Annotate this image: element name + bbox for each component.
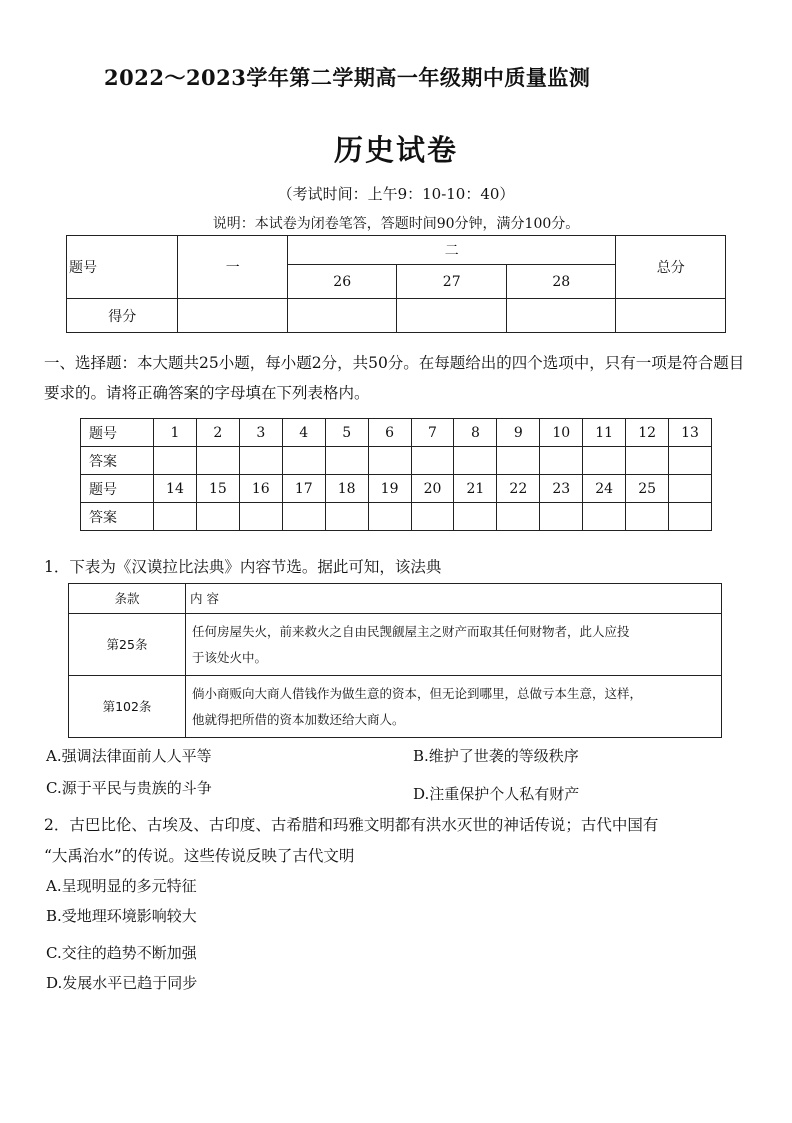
score-table xyxy=(66,235,726,333)
question-number-cell: 9 xyxy=(497,419,540,447)
section-one-intro: 一、选择题：本大题共25小题，每小题2分，共50分。在每题给出的四个选项中，只有一项是符合题目要求的。请将正确答案的字母填在下列表格内。 xyxy=(44,354,745,402)
question-number-cell: 20 xyxy=(411,475,454,503)
answer-grid-row-label: 题号 xyxy=(81,419,154,447)
answer-cell[interactable] xyxy=(154,503,197,531)
answer-cell[interactable] xyxy=(540,503,583,531)
answer-grid-row-label: 题号 xyxy=(81,475,154,503)
score-col-label: 题号 xyxy=(67,236,178,299)
question-number-cell: 3 xyxy=(239,419,282,447)
answer-cell[interactable] xyxy=(154,447,197,475)
answer-cell[interactable] xyxy=(411,447,454,475)
answer-cell[interactable] xyxy=(669,503,712,531)
question-number-cell xyxy=(669,475,712,503)
question-number-cell: 18 xyxy=(325,475,368,503)
q2-option-b[interactable]: B.受地理环境影响较大 xyxy=(46,907,197,925)
question-number-cell: 12 xyxy=(626,419,669,447)
answer-cell[interactable] xyxy=(325,503,368,531)
subject-title: 历史试卷 xyxy=(333,133,458,167)
exam-time: （考试时间：上午9：10-10：40） xyxy=(277,185,515,203)
answer-cell[interactable] xyxy=(583,447,626,475)
question-number-cell: 16 xyxy=(239,475,282,503)
exam-title: 2022～2023学年第二学期高一年级期中质量监测 xyxy=(104,65,591,90)
law-content xyxy=(186,614,722,676)
q2-option-a[interactable]: A.呈现明显的多元特征 xyxy=(46,877,197,895)
law-content-line: 于该处火中。 xyxy=(192,649,268,665)
answer-cell[interactable] xyxy=(454,447,497,475)
answer-cell[interactable] xyxy=(540,447,583,475)
law-article: 第25条 xyxy=(69,614,186,676)
question-number-cell: 25 xyxy=(626,475,669,503)
answer-cell[interactable] xyxy=(325,447,368,475)
question-number-cell: 14 xyxy=(154,475,197,503)
answer-cell[interactable] xyxy=(497,447,540,475)
law-code-table xyxy=(68,583,722,738)
score-part-one: 一 xyxy=(178,236,287,299)
answer-cell[interactable] xyxy=(411,503,454,531)
law-table-header-article: 条款 xyxy=(69,584,186,614)
answer-cell[interactable] xyxy=(368,447,411,475)
score-cell[interactable] xyxy=(397,299,507,333)
score-part-two: 二 xyxy=(287,236,616,265)
question-number-cell: 8 xyxy=(454,419,497,447)
question-number-cell: 21 xyxy=(454,475,497,503)
question-number-cell: 1 xyxy=(154,419,197,447)
question-number-cell: 24 xyxy=(583,475,626,503)
q2-option-c[interactable]: C.交往的趋势不断加强 xyxy=(46,944,197,962)
law-content-line: 他就得把所借的资本加数还给大商人。 xyxy=(192,711,405,727)
question-1-stem: 1．下表为《汉谟拉比法典》内容节选。据此可知，该法典 xyxy=(44,558,442,576)
answer-cell[interactable] xyxy=(583,503,626,531)
answer-cell[interactable] xyxy=(239,503,282,531)
answer-cell[interactable] xyxy=(669,447,712,475)
answer-grid-answer-label: 答案 xyxy=(81,503,154,531)
question-number-cell: 11 xyxy=(583,419,626,447)
question-number-cell: 7 xyxy=(411,419,454,447)
answer-cell[interactable] xyxy=(497,503,540,531)
score-q26: 26 xyxy=(287,265,397,299)
question-number-cell: 2 xyxy=(196,419,239,447)
score-cell[interactable] xyxy=(616,299,726,333)
law-content xyxy=(186,676,722,738)
question-number-cell: 19 xyxy=(368,475,411,503)
q2-option-d[interactable]: D.发展水平已趋于同步 xyxy=(46,974,198,992)
question-number-cell: 15 xyxy=(196,475,239,503)
score-q27: 27 xyxy=(397,265,507,299)
question-number-cell: 5 xyxy=(325,419,368,447)
answer-grid-answer-label: 答案 xyxy=(81,447,154,475)
q1-option-c[interactable]: C.源于平民与贵族的斗争 xyxy=(46,779,212,797)
question-number-cell: 6 xyxy=(368,419,411,447)
question-number-cell: 22 xyxy=(497,475,540,503)
law-content-line: 倘小商贩向大商人借钱作为做生意的资本，但无论到哪里，总做亏本生意，这样， xyxy=(192,685,643,701)
question-2-stem-line1: 2．古巴比伦、古埃及、古印度、古希腊和玛雅文明都有洪水灭世的神话传说；古代中国有 xyxy=(44,816,659,834)
answer-cell[interactable] xyxy=(282,503,325,531)
answer-cell[interactable] xyxy=(626,503,669,531)
q1-option-b[interactable]: B.维护了世袭的等级秩序 xyxy=(413,747,579,765)
exam-instructions: 说明：本试卷为闭卷笔答，答题时间90分钟，满分100分。 xyxy=(212,216,580,232)
answer-cell[interactable] xyxy=(239,447,282,475)
question-number-cell: 23 xyxy=(540,475,583,503)
question-number-cell: 13 xyxy=(669,419,712,447)
question-number-cell: 10 xyxy=(540,419,583,447)
answer-cell[interactable] xyxy=(454,503,497,531)
score-cell[interactable] xyxy=(178,299,287,333)
score-total: 总分 xyxy=(616,236,726,299)
question-number-cell: 4 xyxy=(282,419,325,447)
score-q28: 28 xyxy=(506,265,616,299)
answer-cell[interactable] xyxy=(196,503,239,531)
answer-cell[interactable] xyxy=(626,447,669,475)
law-article: 第102条 xyxy=(69,676,186,738)
answer-cell[interactable] xyxy=(196,447,239,475)
answer-cell[interactable] xyxy=(282,447,325,475)
law-content-line: 任何房屋失火，前来救火之自由民觊觎屋主之财产而取其任何财物者，此人应投 xyxy=(192,623,630,639)
q1-option-d[interactable]: D.注重保护个人私有财产 xyxy=(413,785,580,803)
question-number-cell: 17 xyxy=(282,475,325,503)
law-table-header-content: 内 容 xyxy=(186,584,722,614)
score-cell[interactable] xyxy=(287,299,397,333)
answer-cell[interactable] xyxy=(368,503,411,531)
q1-option-a[interactable]: A.强调法律面前人人平等 xyxy=(46,747,212,765)
answer-grid xyxy=(80,418,712,531)
score-row-label: 得分 xyxy=(67,299,178,333)
question-2-stem-line2: “大禹治水”的传说。这些传说反映了古代文明 xyxy=(44,847,355,865)
score-cell[interactable] xyxy=(506,299,616,333)
